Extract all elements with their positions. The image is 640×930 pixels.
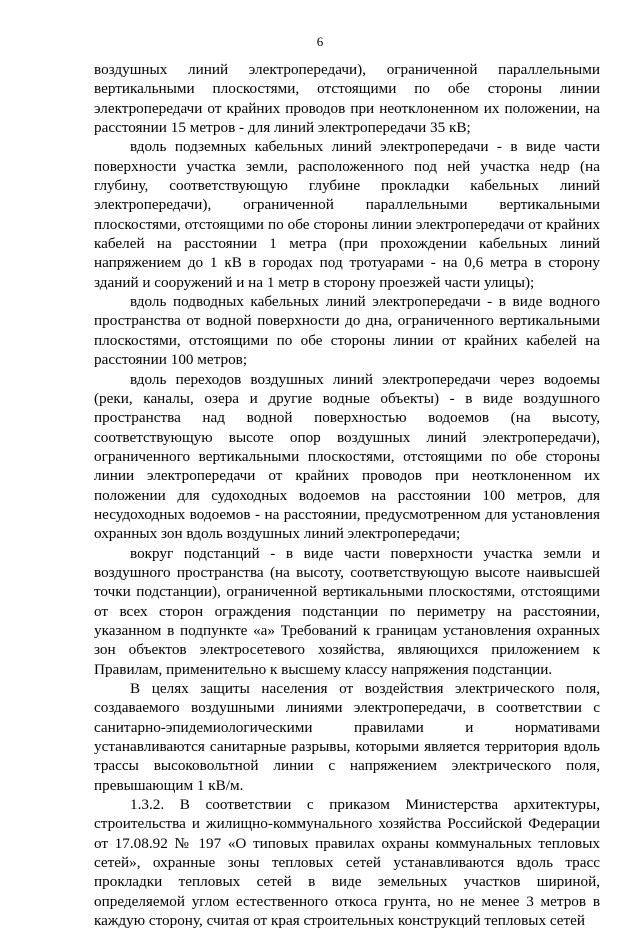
paragraph-7: 1.3.2. В соответствии с приказом Министерства архитектуры, строительства и жилищно-коммунального хозяйства Российской Федерации от 17.08.92 № 197 «О типовых правилах охраны коммунальных тепловых сетей», охранные зоны тепловых сетей устанавливаются вдоль трасс прокладки тепловых сетей в виде земельных участков шириной, определяемой углом естественного откоса грунта, но не менее 3 метров в каждую сторону, считая от края строительных конструкций тепловых сетей: [94, 796, 600, 930]
paragraph-5: вокруг подстанций - в виде части поверхности участка земли и воздушного пространства (на высоту, соответствующую высоте наивысшей точки подстанции), ограниченной вертикальными плоскостями, отстоящими от всех сторон ограждения подстанции по периметру на расстоянии, указанном в подпункте «а» Требований к границам установления охранных зон объектов электросетевого хозяйства, являющихся приложением к Правилам, применительно к высшему классу напряжения подстанции.: [94, 544, 600, 678]
paragraph-3: вдоль подводных кабельных линий электропередачи - в виде водного пространства от водной поверхности до дна, ограниченного вертикальными плоскостями, отстоящими по обе стороны линии от крайних кабелей на расстоянии 100 метров;: [94, 293, 600, 369]
page-number: 6: [316, 34, 324, 49]
paragraph-6: В целях защиты населения от воздействия электрического поля, создаваемого воздушными линиями электропередачи, в соответствии с санитарно-эпидемиологическими правилами и нормативами устанавливаются санитарные разрывы, которыми является территория вдоль трассы высоковольтной линии с напряжением электрического поля, превышающим 1 кВ/м.: [94, 680, 600, 794]
paragraph-2: вдоль подземных кабельных линий электропередачи - в виде части поверхности участка земли, расположенного под ней участка недр (на глубину, соответствующую глубине прокладки кабельных линий электропередачи), ограниченной параллельными вертикальными плоскостями, отстоящими по обе стороны линии электропередачи от крайних кабелей на расстоянии 1 метра (при прохождении кабельных линий напряжением до 1 кВ в городах под тротуарами - на 0,6 метра в сторону зданий и сооружений и на 1 метр в сторону проезжей части улицы);: [94, 138, 600, 291]
document-body: [94, 60, 600, 930]
paragraph-4: вдоль переходов воздушных линий электропередачи через водоемы (реки, каналы, озера и другие водные объекты) - в виде воздушного пространства над водной поверхностью водоемов (на высоту, соответствующую высоте опор воздушных линий электропередачи), ограниченного вертикальными плоскостями, отстоящими по обе стороны линии электропередачи от крайних проводов при неотклоненном их положении для судоходных водоемов на расстоянии 100 метров, для несудоходных водоемов - на расстоянии, предусмотренном для установления охранных зон вдоль воздушных линий электропередачи;: [94, 370, 600, 543]
paragraph-1: воздушных линий электропередачи), ограниченной параллельными вертикальными плоскостями, отстоящими по обе стороны линии электропередачи от крайних проводов при неотклоненном их положении, на расстоянии 15 метров - для линий электропередачи 35 кВ;: [94, 61, 600, 137]
